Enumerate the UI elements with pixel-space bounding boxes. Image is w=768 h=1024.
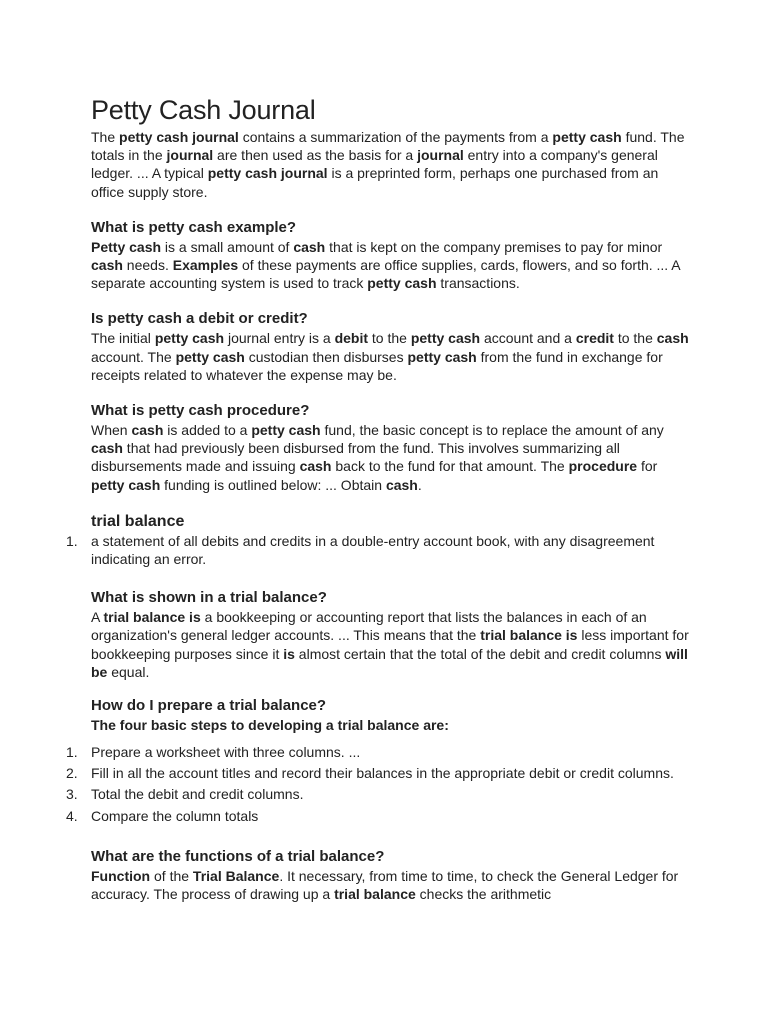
bold-text: cash xyxy=(299,458,332,475)
list-item-text: a statement of all debits and credits in a double-entry account book, with any disagreement indicating an error. xyxy=(91,532,655,568)
list-item xyxy=(66,743,691,761)
bold-text: petty cash journal xyxy=(119,129,239,145)
question-heading: What are the functions of a trial balance? xyxy=(91,847,385,865)
document-body xyxy=(66,128,691,903)
body-paragraph xyxy=(91,128,691,201)
body-paragraph xyxy=(91,867,691,903)
text-run: The xyxy=(91,129,120,145)
text-run: from the fund in exchange for receipts related to whatever the expense may be. xyxy=(91,348,663,383)
text-run: . xyxy=(417,476,422,493)
list-item-text: Fill in all the account titles and record their balances in the appropriate debit or credit columns. xyxy=(91,765,674,782)
bold-text: petty cash xyxy=(91,476,161,493)
text-run: is added to a xyxy=(163,422,252,439)
bold-text: petty cash xyxy=(367,275,437,292)
list-item-text: Prepare a worksheet with three columns. ... xyxy=(91,744,361,761)
bold-text: debit xyxy=(334,330,369,347)
list-number: 4. xyxy=(66,807,78,824)
bold-text: cash xyxy=(91,440,123,457)
body-paragraph xyxy=(91,329,691,384)
text-run: of these payments are office supplies, cards, flowers, and so forth. ... A separate accounting system is used to track xyxy=(91,257,680,292)
text-run: of the xyxy=(150,867,193,884)
body-paragraph xyxy=(91,421,691,494)
list-item-text: Total the debit and credit columns. xyxy=(91,786,304,803)
bold-text: cash xyxy=(91,257,123,274)
text-run: The initial xyxy=(91,330,155,347)
list-number: 3. xyxy=(66,786,78,803)
text-run: checks the arithmetic xyxy=(415,886,552,903)
bold-text: petty cash xyxy=(407,348,477,365)
text-run: account. The xyxy=(91,348,176,365)
bold-text: petty xyxy=(552,129,586,145)
text-run: transactions. xyxy=(436,275,520,292)
text-run: contains a summarization of the payments from a xyxy=(238,129,553,145)
bold-text: journal xyxy=(166,147,214,164)
text-run: that is kept on the company premises to pay for minor xyxy=(325,238,663,255)
text-run: journal entry is a xyxy=(224,330,335,347)
question-heading: Is petty cash a debit or credit? xyxy=(91,310,308,328)
numbered-list xyxy=(66,743,691,825)
term-heading: trial balance xyxy=(91,512,185,530)
list-number: 1. xyxy=(66,532,78,549)
document-content xyxy=(66,92,691,903)
spacer xyxy=(91,201,691,218)
question-heading: What is petty cash procedure? xyxy=(91,402,310,420)
text-run: a bookkeeping or accounting report that lists the balances in each of an organization's general ledger accounts. ... This means that the xyxy=(91,609,647,644)
text-run: needs. xyxy=(122,257,173,274)
bold-text: cash xyxy=(589,129,622,145)
question-heading: How do I prepare a trial balance? xyxy=(91,697,327,715)
text-run: almost certain that the total of the debit and credit columns xyxy=(294,645,666,662)
bold-text: petty cash xyxy=(154,330,225,347)
list-item xyxy=(66,532,691,568)
bold-text: credit xyxy=(575,330,614,347)
text-run: is a preprinted form, perhaps one purchased from an office supply store. xyxy=(91,165,659,200)
text-run: to the xyxy=(368,330,411,347)
bold-text: cash xyxy=(385,476,418,493)
bold-text: trial balance is xyxy=(103,609,201,626)
text-run: that had previously been disbursed from the fund. This involves summarizing all disbursements made and issuing xyxy=(91,440,620,475)
bold-text: petty cash journal xyxy=(207,165,328,182)
text-run: less important for bookkeeping purposes since it xyxy=(91,627,689,662)
bold-text: petty cash xyxy=(251,422,321,439)
text-run: is a small amount of xyxy=(161,238,294,255)
spacer xyxy=(91,384,691,401)
bold-text: procedure xyxy=(568,458,638,475)
text-run: entry into a company's general ledger. ... A typical xyxy=(91,147,658,182)
text-run: back to the fund for that amount. The xyxy=(331,458,569,475)
question-heading: What is petty cash example? xyxy=(91,218,297,236)
text-run: equal. xyxy=(107,663,150,680)
page-title: Petty Cash Journal xyxy=(91,95,316,125)
bold-text: cash xyxy=(131,422,164,439)
bold-text: Examples xyxy=(172,257,239,274)
text-run: fund. The totals in the xyxy=(91,129,685,164)
question-heading: What is shown in a trial balance? xyxy=(91,589,327,607)
bold-text: cash xyxy=(293,238,326,255)
list-item-text: Compare the column totals xyxy=(91,807,259,824)
bold-text: cash xyxy=(656,330,689,347)
spacer xyxy=(91,292,691,309)
text-run: for xyxy=(637,458,658,475)
spacer xyxy=(91,494,691,512)
text-run: . It necessary, from time to time, to check the General Ledger for accuracy. The process of drawing up a xyxy=(91,867,679,903)
list-number: 2. xyxy=(66,765,78,782)
bold-text: Function xyxy=(91,867,151,884)
spacer xyxy=(91,681,691,696)
bold-text: is xyxy=(283,645,295,662)
bold-text: journal xyxy=(417,147,464,164)
numbered-list xyxy=(66,532,691,568)
bold-text: petty cash xyxy=(410,330,481,347)
text-run: to the xyxy=(613,330,657,347)
bold-text: petty cash xyxy=(175,348,245,365)
list-item xyxy=(66,807,691,825)
text-run: funding is outlined below: ... Obtain xyxy=(160,476,386,493)
spacer xyxy=(91,734,691,743)
text-run: custodian then disburses xyxy=(244,348,408,365)
bold-text: trial balance xyxy=(334,886,416,903)
spacer xyxy=(91,830,691,847)
text-run: A xyxy=(91,609,104,626)
list-number: 1. xyxy=(66,744,78,761)
text-run: account and a xyxy=(480,330,576,347)
bold-text: Petty cash xyxy=(91,238,162,255)
list-item xyxy=(66,785,691,803)
text-run: are then used as the basis for a xyxy=(213,147,418,164)
steps-intro: The four basic steps to developing a trial balance are: xyxy=(91,717,449,734)
spacer xyxy=(91,571,691,588)
text-run: fund, the basic concept is to replace the amount of any xyxy=(320,422,664,439)
bold-text: trial balance is xyxy=(480,627,578,644)
bold-text: will be xyxy=(91,645,688,680)
text-run: When xyxy=(91,422,132,439)
body-paragraph xyxy=(91,238,691,293)
body-paragraph xyxy=(91,608,691,681)
bold-text: Trial Balance xyxy=(192,867,280,884)
list-item xyxy=(66,764,691,782)
